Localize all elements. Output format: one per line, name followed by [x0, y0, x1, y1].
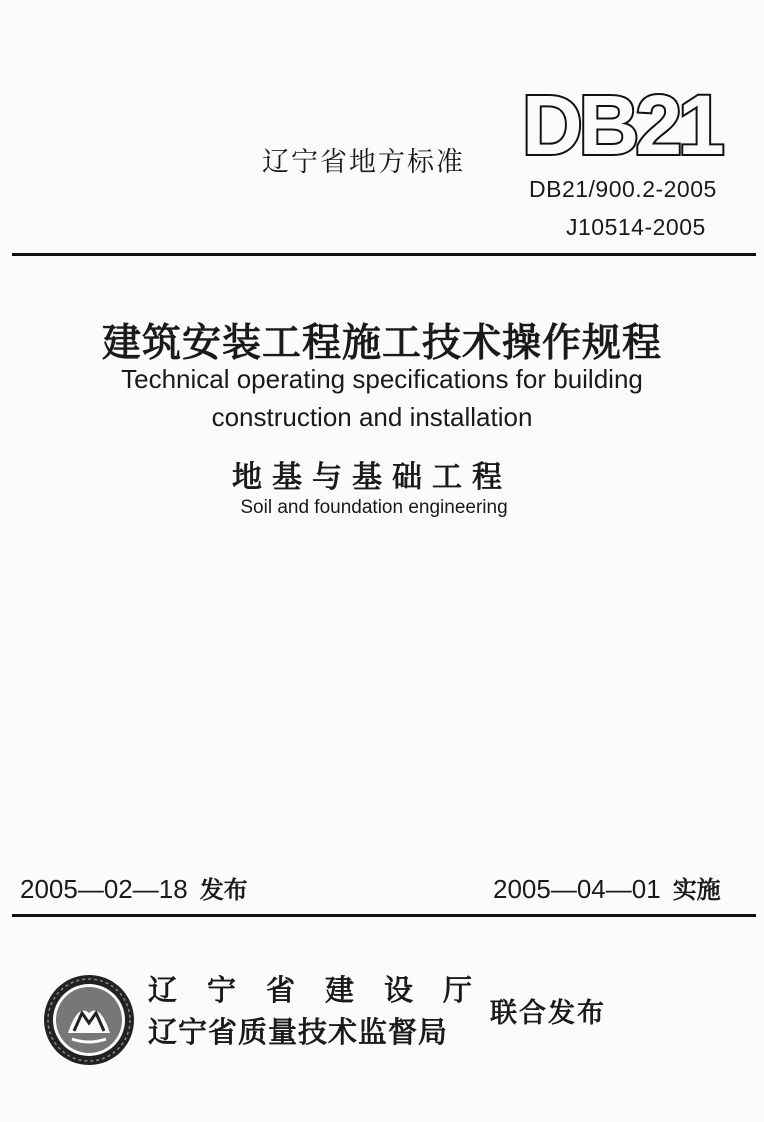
standard-type-label: 辽宁省地方标准 — [262, 147, 465, 178]
title-chinese: 建筑安装工程施工技术操作规程 — [101, 320, 662, 366]
standard-number: DB21/900.2-2005 — [529, 176, 717, 202]
issue-label: 发布 — [199, 876, 248, 904]
issuer-quality-bureau: 辽宁省质量技术监督局 — [148, 1015, 449, 1049]
title-english-line2: construction and installation — [211, 402, 533, 432]
joint-publish-label: 联合发布 — [490, 998, 606, 1029]
issue-date: 2005—02—18 — [20, 874, 188, 904]
db21-logo — [520, 82, 730, 162]
title-english-line1: Technical operating specifications for building — [121, 364, 643, 394]
implement-date: 2005—04—01 — [493, 874, 661, 904]
issue-date-line — [20, 870, 248, 905]
part-title-english: Soil and foundation engineering — [240, 497, 508, 518]
db21-logo-text: DB21 — [522, 82, 721, 162]
bottom-divider — [12, 914, 756, 917]
part-title-chinese: 地基与基础工程 — [232, 460, 512, 495]
implement-date-line — [493, 870, 721, 905]
implement-label: 实施 — [672, 876, 721, 904]
issuer-construction-dept: 辽宁省建设厅 — [148, 973, 503, 1007]
top-divider — [12, 253, 756, 256]
registration-number: J10514-2005 — [566, 214, 706, 240]
seal-emblem-icon — [42, 973, 136, 1067]
